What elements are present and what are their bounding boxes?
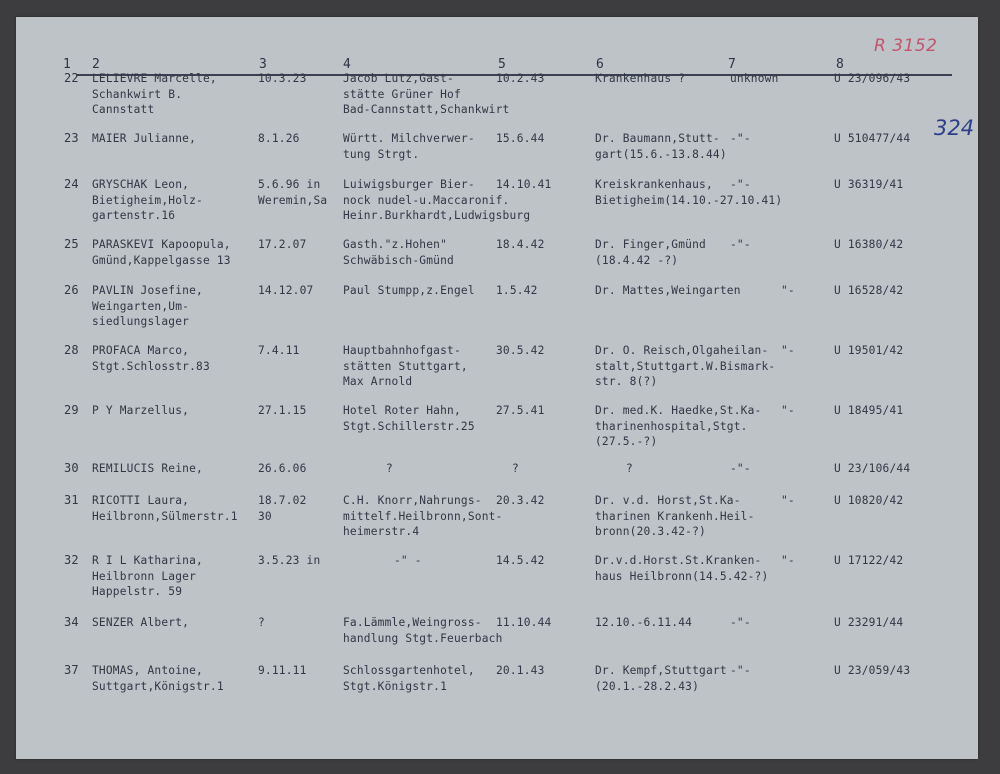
row-number: 30 <box>64 461 79 475</box>
column-header-6: 6 <box>596 57 604 72</box>
person-name: REMILUCIS Reine, <box>92 462 203 475</box>
employer: Hotel Roter Hahn, Stgt.Schillerstr.25 <box>343 404 475 433</box>
incident-date: 27.5.41 <box>496 404 545 417</box>
treatment: Dr. Finger,Gmünd (18.4.42 -?) <box>595 238 706 267</box>
column-7-value: "- <box>781 554 795 567</box>
incident-date: ? <box>512 462 519 475</box>
column-header-7: 7 <box>728 57 736 72</box>
treatment: Dr.v.d.Horst.St.Kranken- haus Heilbronn(14.5.42-?) <box>595 554 769 583</box>
birth-date: 8.1.26 <box>258 132 300 145</box>
file-reference: U 10820/42 <box>834 494 904 507</box>
person-name: R I L Katharina, Heilbronn Lager Happelstr. 59 <box>92 554 203 598</box>
column-header-4: 4 <box>343 57 351 72</box>
person-name: PARASKEVI Kapoopula, Gmünd,Kappelgasse 13 <box>92 238 231 267</box>
person-name: RICOTTI Laura, Heilbronn,Sülmerstr.1 <box>92 494 238 523</box>
column-7-value: "- <box>781 494 795 507</box>
treatment: Dr. med.K. Haedke,St.Ka- tharinenhospital,Stgt. (27.5.-?) <box>595 404 762 448</box>
row-number: 34 <box>64 615 79 629</box>
treatment: Kreiskrankenhaus, Bietigheim(14.10.-27.10.41) <box>595 178 783 207</box>
handwritten-reference: R 3152 <box>874 36 938 56</box>
row-number: 31 <box>64 493 79 507</box>
employer: C.H. Knorr,Nahrungs- mittelf.Heilbronn,Sont- heimerstr.4 <box>343 494 503 538</box>
birth-date: 10.3.23 <box>258 72 307 85</box>
row-number: 29 <box>64 403 79 417</box>
column-header-3: 3 <box>259 57 267 72</box>
person-name: THOMAS, Antoine, Suttgart,Königstr.1 <box>92 664 224 693</box>
employer: Gasth."z.Hohen" Schwäbisch-Gmünd <box>343 238 454 267</box>
employer: Hauptbahnhofgast- stätten Stuttgart, Max Arnold <box>343 344 468 388</box>
file-reference: U 23/096/43 <box>834 72 911 85</box>
column-7-value: -"- <box>730 664 751 677</box>
column-7-value: -"- <box>730 238 751 251</box>
birth-date: 5.6.96 in Weremin,Sa <box>258 178 328 207</box>
row-number: 23 <box>64 131 79 145</box>
file-reference: U 16380/42 <box>834 238 904 251</box>
file-reference: U 23/059/43 <box>834 664 911 677</box>
row-number: 28 <box>64 343 79 357</box>
birth-date: 26.6.06 <box>258 462 307 475</box>
birth-date: 7.4.11 <box>258 344 300 357</box>
incident-date: 1.5.42 <box>496 284 538 297</box>
treatment: 12.10.-6.11.44 <box>595 616 693 629</box>
employer: Paul Stumpp,z.Engel <box>343 284 475 297</box>
file-reference: U 23/106/44 <box>834 462 911 475</box>
row-number: 37 <box>64 663 79 677</box>
birth-date: 3.5.23 in <box>258 554 321 567</box>
person-name: PAVLIN Josefine, Weingarten,Um- siedlungslager <box>92 284 203 328</box>
treatment: ? <box>626 462 633 475</box>
row-number: 22 <box>64 71 79 85</box>
column-7-value: -"- <box>730 616 751 629</box>
employer: Fa.Lämmle,Weingross- handlung Stgt.Feuerbach <box>343 616 503 645</box>
person-name: MAIER Julianne, <box>92 132 197 145</box>
birth-date: 14.12.07 <box>258 284 314 297</box>
column-7-value: unknown <box>730 72 779 85</box>
incident-date: 18.4.42 <box>496 238 545 251</box>
incident-date: 14.10.41 <box>496 178 552 191</box>
file-reference: U 23291/44 <box>834 616 904 629</box>
incident-date: 20.1.43 <box>496 664 545 677</box>
column-7-value: "- <box>781 344 795 357</box>
column-header-2: 2 <box>92 57 100 72</box>
incident-date: 30.5.42 <box>496 344 545 357</box>
treatment: Dr. v.d. Horst,St.Ka- tharinen Krankenh.Heil- bronn(20.3.42-?) <box>595 494 755 538</box>
incident-date: 10.2.43 <box>496 72 545 85</box>
birth-date: 17.2.07 <box>258 238 307 251</box>
column-7-value: -"- <box>730 178 751 191</box>
person-name: SENZER Albert, <box>92 616 190 629</box>
handwritten-page-number: 324 <box>934 116 975 140</box>
birth-date: ? <box>258 616 265 629</box>
employer: Schlossgartenhotel, Stgt.Königstr.1 <box>343 664 475 693</box>
column-7-value: -"- <box>730 132 751 145</box>
employer: Luiwigsburger Bier- nock nudel-u.Maccaronif. Heinr.Burkhardt,Ludwigsburg <box>343 178 531 222</box>
column-7-value: "- <box>781 284 795 297</box>
column-7-value: "- <box>781 404 795 417</box>
incident-date: 20.3.42 <box>496 494 545 507</box>
treatment: Dr. Baumann,Stutt- gart(15.6.-13.8.44) <box>595 132 727 161</box>
person-name: PROFACA Marco, Stgt.Schlosstr.83 <box>92 344 210 373</box>
person-name: P Y Marzellus, <box>92 404 190 417</box>
row-number: 24 <box>64 177 79 191</box>
file-reference: U 17122/42 <box>834 554 904 567</box>
column-7-value: -"- <box>730 462 751 475</box>
incident-date: 15.6.44 <box>496 132 545 145</box>
file-reference: U 18495/41 <box>834 404 904 417</box>
treatment: Dr. O. Reisch,Olgaheilan- stalt,Stuttgart.W.Bismark- str. 8(?) <box>595 344 776 388</box>
column-header-5: 5 <box>498 57 506 72</box>
column-header-1: 1 <box>63 57 71 72</box>
person-name: LELIEVRE Marcelle, Schankwirt B. Cannstatt <box>92 72 217 116</box>
birth-date: 18.7.02 30 <box>258 494 307 523</box>
birth-date: 9.11.11 <box>258 664 307 677</box>
file-reference: U 16528/42 <box>834 284 904 297</box>
document-sheet <box>16 17 978 759</box>
row-number: 32 <box>64 553 79 567</box>
treatment: Krankenhaus ? <box>595 72 686 85</box>
incident-date: 14.5.42 <box>496 554 545 567</box>
birth-date: 27.1.15 <box>258 404 307 417</box>
employer: Württ. Milchverwer- tung Strgt. <box>343 132 475 161</box>
treatment: Dr. Mattes,Weingarten <box>595 284 741 297</box>
row-number: 26 <box>64 283 79 297</box>
file-reference: U 19501/42 <box>834 344 904 357</box>
person-name: GRYSCHAK Leon, Bietigheim,Holz- gartenstr.16 <box>92 178 203 222</box>
file-reference: U 510477/44 <box>834 132 911 145</box>
row-number: 25 <box>64 237 79 251</box>
incident-date: 11.10.44 <box>496 616 552 629</box>
employer: -" - <box>394 554 422 567</box>
treatment: Dr. Kempf,Stuttgart (20.1.-28.2.43) <box>595 664 727 693</box>
file-reference: U 36319/41 <box>834 178 904 191</box>
employer: Jacob Lutz,Gast- stätte Grüner Hof Bad-Cannstatt,Schankwirt <box>343 72 510 116</box>
column-header-8: 8 <box>836 57 844 72</box>
employer: ? <box>386 462 393 475</box>
